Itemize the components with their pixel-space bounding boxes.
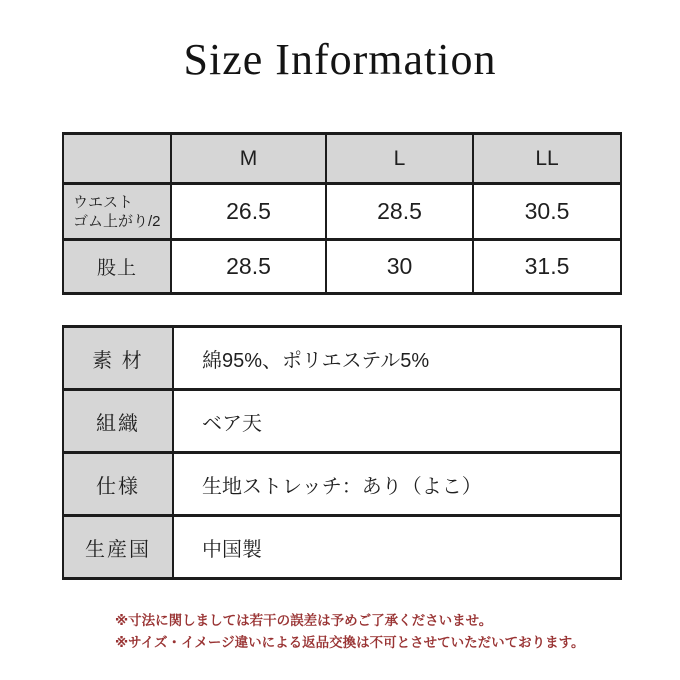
- page-title: Size Information: [183, 35, 497, 84]
- knit-structure-value: ベア天: [173, 390, 621, 453]
- rise-value-l: 30: [326, 240, 473, 294]
- size-table: [62, 132, 622, 295]
- size-column-header-ll: LL: [473, 134, 621, 184]
- table-row-rise: [63, 240, 621, 294]
- size-table-corner-cell: [63, 134, 171, 184]
- table-row-material: [63, 327, 621, 390]
- footnotes: [115, 610, 585, 654]
- waist-value-m: 26.5: [171, 184, 326, 240]
- country-value: 中国製: [173, 516, 621, 579]
- rise-value-ll: 31.5: [473, 240, 621, 294]
- waist-value-l: 28.5: [326, 184, 473, 240]
- row-label-rise: 股上: [63, 240, 171, 294]
- table-row-knit-structure: [63, 390, 621, 453]
- row-label-spec: 仕様: [63, 453, 173, 516]
- rise-value-m: 28.5: [171, 240, 326, 294]
- row-label-knit-structure: 組織: [63, 390, 173, 453]
- table-row-waist: [63, 184, 621, 240]
- table-row-spec: [63, 453, 621, 516]
- footnote-line-1: ※寸法に関しましては若干の誤差は予めご了承くださいませ。: [115, 613, 493, 628]
- row-label-country: 生産国: [63, 516, 173, 579]
- product-detail-table: [62, 325, 622, 580]
- size-column-header-l: L: [326, 134, 473, 184]
- row-label-waist: [63, 184, 171, 240]
- waist-value-ll: 30.5: [473, 184, 621, 240]
- table-row-country: [63, 516, 621, 579]
- material-value: 綿95%、ポリエステル5%: [173, 327, 621, 390]
- size-column-header-m: M: [171, 134, 326, 184]
- footnote-line-2: ※サイズ・イメージ違いによる返品交換は不可とさせていただいております。: [115, 635, 585, 650]
- row-label-waist-line1: ウエスト: [73, 193, 134, 211]
- spec-value: 生地ストレッチ：あり（よこ）: [173, 453, 621, 516]
- row-label-waist-line2: ゴム上がり/2: [73, 212, 161, 230]
- size-table-header-row: [63, 134, 621, 184]
- row-label-material: 素 材: [63, 327, 173, 390]
